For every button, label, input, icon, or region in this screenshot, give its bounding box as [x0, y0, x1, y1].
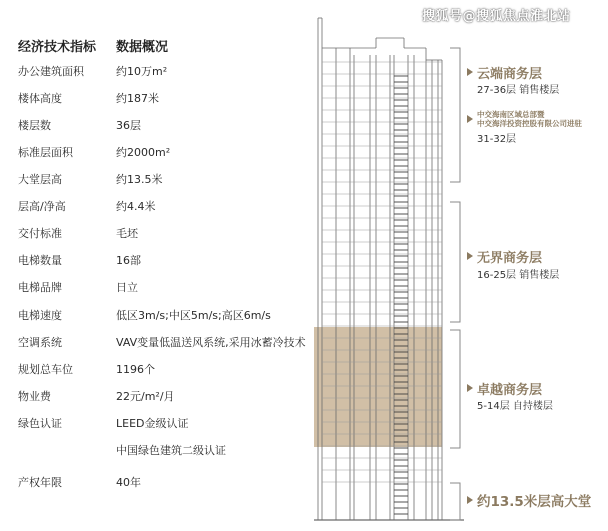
- zone-title-lobby: 约13.5米层高大堂: [477, 494, 592, 510]
- table-row: [0, 197, 320, 217]
- table-row: [0, 441, 320, 461]
- table-row: [0, 116, 320, 136]
- row-value: 约187米: [116, 92, 159, 105]
- zone-sub-excellence: 5-14层 自持楼层: [477, 401, 553, 412]
- zone-arrow-icon: [467, 496, 473, 504]
- table-row: [0, 306, 320, 326]
- table-row: [0, 251, 320, 271]
- row-value: 1196个: [116, 363, 155, 376]
- table-row: [0, 89, 320, 109]
- watermark: 搜狐号@搜狐焦点淮北站: [422, 9, 571, 24]
- table-row: [0, 414, 320, 434]
- table-row: [0, 387, 320, 407]
- zone-brackets: [440, 0, 470, 531]
- row-value: 约4.4米: [116, 200, 156, 213]
- zone-arrow-icon: [467, 252, 473, 260]
- table-row: [0, 224, 320, 244]
- zone-arrow-icon: [467, 115, 473, 123]
- row-value: 22元/m²/月: [116, 390, 175, 403]
- row-value: 日立: [116, 281, 138, 294]
- hq-note-line2: 中交海洋投资控股有限公司进驻: [477, 119, 582, 128]
- row-label: 层高/净高: [18, 200, 66, 213]
- row-label: 规划总车位: [18, 363, 73, 376]
- hq-note-line1: 中交海南区域总部暨: [477, 110, 545, 119]
- row-value: VAV变量低温送风系统,采用冰蓄冷技术: [116, 336, 306, 349]
- table-row: [0, 360, 320, 380]
- table-header-label: 经济技术指标: [18, 40, 97, 55]
- row-value: 40年: [116, 476, 141, 489]
- row-label: 产权年限: [18, 476, 62, 489]
- row-label: 楼体高度: [18, 92, 62, 105]
- table-row: [0, 170, 320, 190]
- row-value: 约10万m²: [116, 65, 168, 78]
- hq-note-floors: 31-32层: [477, 134, 517, 145]
- zone-arrow-icon: [467, 384, 473, 392]
- highlight-floors: [314, 327, 442, 447]
- table-row: [0, 333, 320, 353]
- table-row: [0, 143, 320, 163]
- row-label: 电梯品牌: [18, 281, 62, 294]
- row-label: 空调系统: [18, 336, 62, 349]
- zone-sub-cloud: 27-36层 销售楼层: [477, 85, 560, 96]
- table-row: [0, 278, 320, 298]
- row-label: 标准层面积: [18, 146, 73, 159]
- row-label: 大堂层高: [18, 173, 62, 186]
- row-value: 16部: [116, 254, 141, 267]
- table-row: [0, 62, 320, 82]
- zone-title-cloud: 云端商务层: [477, 67, 543, 82]
- row-value: 毛坯: [116, 227, 138, 240]
- zone-title-boundless: 无界商务层: [477, 251, 543, 266]
- row-label: 楼层数: [18, 119, 51, 132]
- row-value: LEED金级认证: [116, 417, 189, 430]
- zone-title-excellence: 卓越商务层: [477, 383, 543, 398]
- table-row: [0, 473, 320, 493]
- row-label: 绿色认证: [18, 417, 62, 430]
- zone-arrow-icon: [467, 68, 473, 76]
- row-label: 办公建筑面积: [18, 65, 84, 78]
- zone-sub-boundless: 16-25层 销售楼层: [477, 270, 560, 281]
- table-header-value: 数据概况: [116, 40, 169, 55]
- row-value: 低区3m/s;中区5m/s;高区6m/s: [116, 309, 271, 322]
- row-value: 36层: [116, 119, 141, 132]
- row-value: 约13.5米: [116, 173, 163, 186]
- row-label: 物业费: [18, 390, 51, 403]
- row-value: 中国绿色建筑二级认证: [116, 444, 226, 457]
- row-value: 约2000m²: [116, 146, 171, 159]
- row-label: 交付标准: [18, 227, 62, 240]
- elevator-core: [394, 76, 408, 514]
- row-label: 电梯速度: [18, 309, 62, 322]
- row-label: 电梯数量: [18, 254, 62, 267]
